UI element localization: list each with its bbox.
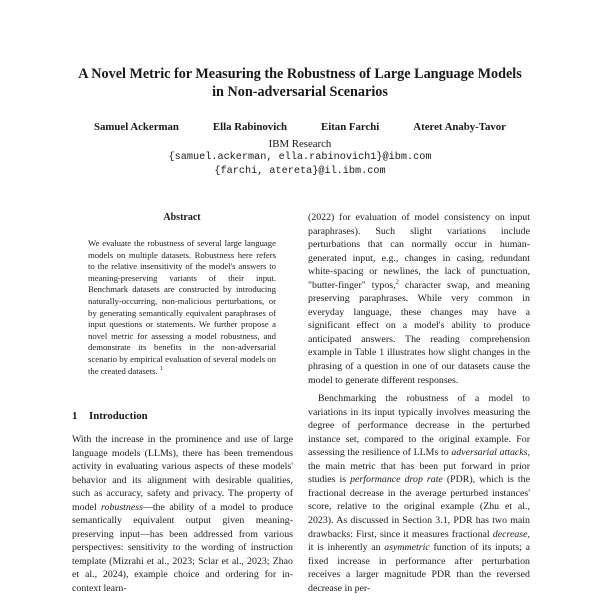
text-run: , it is inherently an	[308, 528, 530, 554]
author-name: Eitan Farchi	[321, 121, 380, 133]
text-run: (2022) for evaluation of model consistency on input paraphrases). Such slight variations include perturbations that can normally occur in human-generated input, e.g., changes in casing, redundant white-spacing or newlines, the lack of punctuation, "butter-finger" typos,	[308, 212, 530, 291]
text-run: , the main metric that has been put forward in prior studies is	[308, 447, 530, 486]
affiliation: IBM Research	[268, 138, 332, 150]
text-run: character swap, and meaning preserving paraphrases. While very common in everyday language, these changes may have a significant effect on a model's ability to produce anticipated answers. The reading comprehension example in Table 1 illustrates how slight changes in the phrasing of a question in one of our datasets cause the model to generate different responses.	[308, 279, 530, 386]
text-run: (PDR), which is the fractional decrease in the average perturbed instances' score, relative to the original example (Zhu et al., 2023). As discussed in Section 3.1, PDR has two main drawbacks: First, since it measures fractional	[308, 474, 531, 540]
text-run: —the ability of a model to produce semantically equivalent output given meaning-preserving input—has been addressed from various perspectives: sensitivity to the wording of instruction template (Mizrahi et al., 2023; Sclar et al., 2023; Zhao et al., 2024), example choice and ordering for in-context learn-	[72, 501, 294, 595]
paragraph	[308, 211, 530, 387]
abstract-heading: Abstract	[163, 212, 201, 223]
introduction-text	[72, 433, 293, 596]
emphasis: decrease	[492, 528, 528, 540]
email-line: {farchi, atereta}@il.ibm.com	[214, 166, 386, 177]
emphasis: asymmetric	[384, 542, 430, 554]
paragraph	[308, 392, 530, 595]
affiliation-block	[40, 137, 560, 179]
section-title: Introduction	[89, 410, 148, 422]
author-name: Samuel Ackerman	[94, 121, 179, 133]
right-column-text	[308, 211, 530, 595]
footnote-mark: 1	[159, 364, 164, 372]
paragraph	[72, 433, 293, 596]
author-name: Ella Rabinovich	[212, 121, 287, 133]
title-line-2: in Non-adversarial Scenarios	[212, 84, 388, 100]
emphasis: adversarial attacks	[451, 447, 528, 459]
section-number: 1	[72, 410, 78, 422]
emphasis: robustness	[101, 501, 143, 513]
abstract-text	[88, 238, 276, 377]
author-list	[40, 121, 560, 133]
text-run: function of its inputs; a fixed increase in performance after perturbation receives a larger magnitude PDR than the reversed decrease in per-	[308, 542, 530, 594]
text-run: Benchmarking the robustness of a model to variations in its input typically involves measuring the degree of performance decrease in the perturbed instance set, compared to the original example. For assessing the resilience of LLMs to	[308, 393, 530, 459]
section-heading-introduction	[72, 410, 148, 422]
paper-title	[40, 65, 560, 101]
title-line-1: A Novel Metric for Measuring the Robustness of Large Language Models	[78, 66, 522, 82]
text-run: With the increase in the prominence and use of large language models (LLMs), there has been tremendous activity in evaluating various aspects of these models' behavior and its alignment with desirable qualities, such as accuracy, safety and privacy. The property of model	[72, 434, 293, 513]
abstract-body: We evaluate the robustness of several large language models on multiple datasets. Robustness here refers to the relative insensitivity of the model's answers to meaning-preserving variants of their input. Benchmark datasets are constructed by introducing naturally-occurring, non-malicious perturbations, or by generating semantically equivalent paraphrases of input questions or statements. We further propose a novel metric for assessing a model robustness, and demonstrate its benefits in the non-adversarial scenario by empirical evaluation of several models on the created datasets.	[88, 238, 276, 376]
emphasis: performance drop rate	[350, 474, 443, 486]
footnote-mark: 2	[395, 278, 399, 286]
email-line: {samuel.ackerman, ella.rabinovich1}@ibm.com	[168, 152, 432, 163]
author-name: Ateret Anaby-Tavor	[413, 121, 506, 133]
